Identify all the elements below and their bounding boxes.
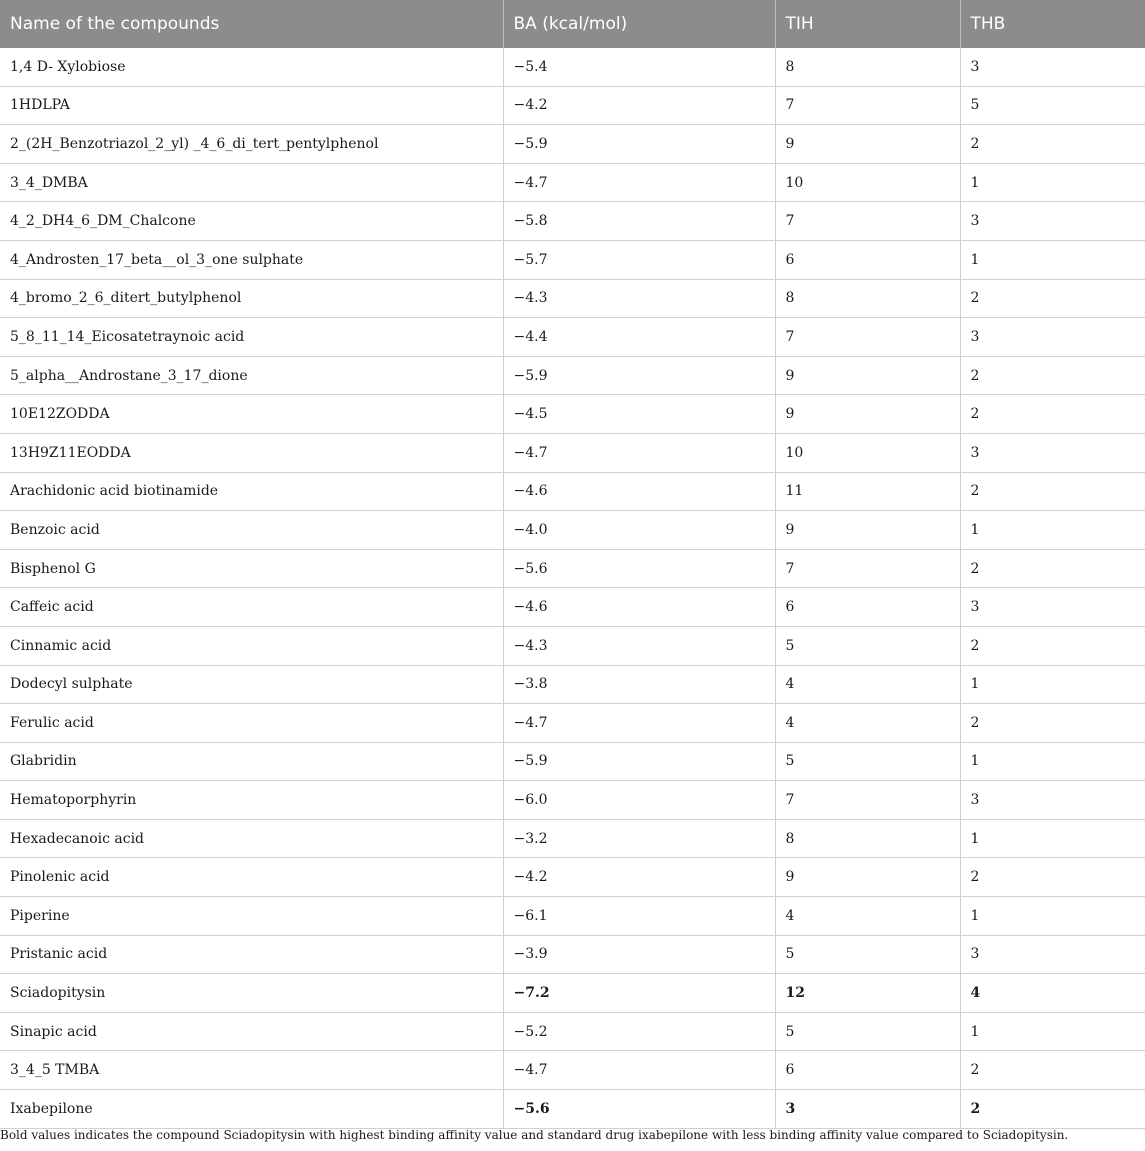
table-row (0, 974, 1145, 1013)
cell-tih: 5 (775, 742, 960, 781)
cell-tih: 6 (775, 1051, 960, 1090)
cell-binding-affinity: −5.6 (503, 549, 775, 588)
cell-binding-affinity: −7.2 (503, 974, 775, 1013)
table-row (0, 318, 1145, 357)
cell-compound-name: 1,4 D- Xylobiose (0, 48, 503, 86)
table-row (0, 819, 1145, 858)
cell-compound-name: Piperine (0, 897, 503, 936)
cell-binding-affinity: −5.6 (503, 1090, 775, 1129)
cell-thb: 1 (960, 511, 1145, 550)
cell-thb: 2 (960, 395, 1145, 434)
cell-compound-name: Arachidonic acid biotinamide (0, 472, 503, 511)
cell-binding-affinity: −5.2 (503, 1012, 775, 1051)
table-body (0, 48, 1145, 1128)
cell-binding-affinity: −6.1 (503, 897, 775, 936)
cell-compound-name: Sciadopitysin (0, 974, 503, 1013)
cell-binding-affinity: −4.6 (503, 588, 775, 627)
cell-compound-name: Sinapic acid (0, 1012, 503, 1051)
table-row (0, 86, 1145, 125)
cell-compound-name: 3_4_5 TMBA (0, 1051, 503, 1090)
cell-binding-affinity: −4.7 (503, 433, 775, 472)
table-footnote: Bold values indicates the compound Sciadopitysin with highest binding affinity value and standard drug ixabepilone with less binding affinity value compared to Sciadopitysin. (0, 1128, 1069, 1142)
cell-thb: 2 (960, 858, 1145, 897)
cell-thb: 3 (960, 433, 1145, 472)
cell-thb: 1 (960, 665, 1145, 704)
table-row (0, 781, 1145, 820)
table-row (0, 125, 1145, 164)
header-binding-affinity: BA (kcal/mol) (503, 0, 775, 48)
table-row (0, 897, 1145, 936)
cell-tih: 8 (775, 819, 960, 858)
table-row (0, 202, 1145, 241)
cell-binding-affinity: −6.0 (503, 781, 775, 820)
cell-thb: 1 (960, 240, 1145, 279)
table-row (0, 163, 1145, 202)
table-header (0, 0, 1145, 48)
table-row (0, 279, 1145, 318)
cell-thb: 1 (960, 819, 1145, 858)
cell-compound-name: 4_2_DH4_6_DM_Chalcone (0, 202, 503, 241)
cell-binding-affinity: −4.2 (503, 858, 775, 897)
cell-compound-name: 4_Androsten_17_beta__ol_3_one sulphate (0, 240, 503, 279)
cell-thb: 1 (960, 742, 1145, 781)
cell-thb: 2 (960, 279, 1145, 318)
cell-compound-name: 2_(2H_Benzotriazol_2_yl) _4_6_di_tert_pentylphenol (0, 125, 503, 164)
table-row (0, 395, 1145, 434)
cell-thb: 4 (960, 974, 1145, 1013)
cell-thb: 3 (960, 318, 1145, 357)
cell-compound-name: 10E12ZODDA (0, 395, 503, 434)
cell-thb: 2 (960, 1090, 1145, 1129)
cell-compound-name: 1HDLPA (0, 86, 503, 125)
cell-binding-affinity: −4.0 (503, 511, 775, 550)
cell-compound-name: 5_alpha__Androstane_3_17_dione (0, 356, 503, 395)
cell-binding-affinity: −4.7 (503, 1051, 775, 1090)
cell-tih: 6 (775, 240, 960, 279)
cell-tih: 5 (775, 935, 960, 974)
cell-tih: 8 (775, 48, 960, 86)
cell-tih: 10 (775, 163, 960, 202)
cell-binding-affinity: −3.2 (503, 819, 775, 858)
cell-thb: 1 (960, 163, 1145, 202)
table-row (0, 1090, 1145, 1129)
table-row (0, 1012, 1145, 1051)
cell-binding-affinity: −3.8 (503, 665, 775, 704)
cell-tih: 8 (775, 279, 960, 318)
cell-compound-name: Pinolenic acid (0, 858, 503, 897)
cell-compound-name: Benzoic acid (0, 511, 503, 550)
header-tih: TIH (775, 0, 960, 48)
cell-compound-name: Ferulic acid (0, 704, 503, 743)
cell-thb: 3 (960, 588, 1145, 627)
table-row (0, 588, 1145, 627)
cell-tih: 9 (775, 511, 960, 550)
cell-binding-affinity: −4.5 (503, 395, 775, 434)
cell-tih: 11 (775, 472, 960, 511)
cell-tih: 9 (775, 395, 960, 434)
cell-compound-name: Hematoporphyrin (0, 781, 503, 820)
table-row (0, 742, 1145, 781)
cell-compound-name: 5_8_11_14_Eicosatetraynoic acid (0, 318, 503, 357)
header-row (0, 0, 1145, 48)
cell-thb: 2 (960, 704, 1145, 743)
cell-binding-affinity: −4.6 (503, 472, 775, 511)
cell-compound-name: 3_4_DMBA (0, 163, 503, 202)
cell-binding-affinity: −4.3 (503, 279, 775, 318)
cell-compound-name: Glabridin (0, 742, 503, 781)
cell-compound-name: Bisphenol G (0, 549, 503, 588)
cell-tih: 12 (775, 974, 960, 1013)
header-compound-name: Name of the compounds (0, 0, 503, 48)
cell-thb: 3 (960, 202, 1145, 241)
cell-tih: 9 (775, 356, 960, 395)
cell-compound-name: Hexadecanoic acid (0, 819, 503, 858)
cell-binding-affinity: −5.9 (503, 742, 775, 781)
cell-thb: 3 (960, 48, 1145, 86)
table-row (0, 472, 1145, 511)
cell-tih: 7 (775, 202, 960, 241)
cell-thb: 2 (960, 1051, 1145, 1090)
header-thb: THB (960, 0, 1145, 48)
cell-compound-name: Caffeic acid (0, 588, 503, 627)
cell-binding-affinity: −5.7 (503, 240, 775, 279)
cell-tih: 4 (775, 665, 960, 704)
cell-binding-affinity: −4.7 (503, 163, 775, 202)
table-row (0, 935, 1145, 974)
cell-binding-affinity: −5.9 (503, 125, 775, 164)
cell-tih: 9 (775, 125, 960, 164)
cell-compound-name: 13H9Z11EODDA (0, 433, 503, 472)
cell-binding-affinity: −5.4 (503, 48, 775, 86)
cell-tih: 3 (775, 1090, 960, 1129)
cell-binding-affinity: −5.8 (503, 202, 775, 241)
cell-tih: 7 (775, 86, 960, 125)
cell-binding-affinity: −4.4 (503, 318, 775, 357)
cell-tih: 5 (775, 1012, 960, 1051)
cell-compound-name: 4_bromo_2_6_ditert_butylphenol (0, 279, 503, 318)
cell-tih: 10 (775, 433, 960, 472)
cell-thb: 2 (960, 626, 1145, 665)
table-row (0, 48, 1145, 86)
table-row (0, 240, 1145, 279)
cell-tih: 7 (775, 549, 960, 588)
cell-binding-affinity: −5.9 (503, 356, 775, 395)
table-row (0, 626, 1145, 665)
cell-compound-name: Pristanic acid (0, 935, 503, 974)
cell-thb: 3 (960, 781, 1145, 820)
cell-binding-affinity: −3.9 (503, 935, 775, 974)
cell-thb: 2 (960, 472, 1145, 511)
cell-tih: 7 (775, 781, 960, 820)
cell-tih: 9 (775, 858, 960, 897)
cell-compound-name: Dodecyl sulphate (0, 665, 503, 704)
cell-thb: 2 (960, 549, 1145, 588)
cell-tih: 7 (775, 318, 960, 357)
cell-thb: 1 (960, 1012, 1145, 1051)
table-row (0, 511, 1145, 550)
cell-tih: 5 (775, 626, 960, 665)
cell-tih: 6 (775, 588, 960, 627)
table-row (0, 356, 1145, 395)
table-row (0, 858, 1145, 897)
cell-tih: 4 (775, 897, 960, 936)
cell-compound-name: Ixabepilone (0, 1090, 503, 1129)
cell-binding-affinity: −4.7 (503, 704, 775, 743)
cell-thb: 2 (960, 125, 1145, 164)
cell-thb: 1 (960, 897, 1145, 936)
cell-thb: 2 (960, 356, 1145, 395)
cell-binding-affinity: −4.2 (503, 86, 775, 125)
cell-tih: 4 (775, 704, 960, 743)
table-row (0, 433, 1145, 472)
cell-binding-affinity: −4.3 (503, 626, 775, 665)
table-row (0, 1051, 1145, 1090)
table-row (0, 704, 1145, 743)
cell-thb: 5 (960, 86, 1145, 125)
table-row (0, 549, 1145, 588)
cell-compound-name: Cinnamic acid (0, 626, 503, 665)
cell-thb: 3 (960, 935, 1145, 974)
table-row (0, 665, 1145, 704)
